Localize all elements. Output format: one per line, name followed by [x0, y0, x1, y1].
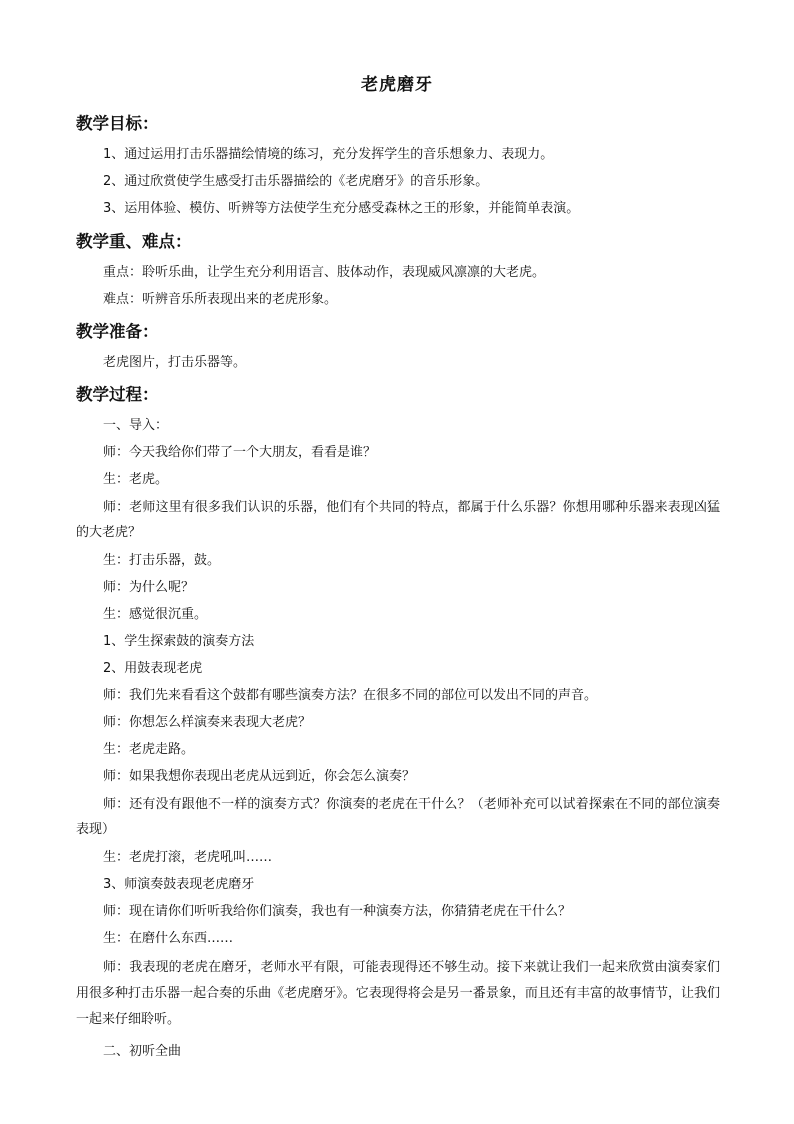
process-line: 一、导入： [103, 418, 169, 433]
process-line: 2、用鼓表现老虎 [103, 661, 203, 676]
goal-item: 3、运用体验、模仿、听辨等方法使学生充分感受森林之王的形象，并能简单表演。 [103, 201, 580, 216]
heading-goals: 教学目标： [76, 114, 159, 133]
process-line: 3、师演奏鼓表现老虎磨牙 [103, 877, 255, 892]
process-line: 师：今天我给你们带了一个大朋友，看看是谁？ [103, 445, 377, 460]
process-line: 生：老虎走路。 [103, 742, 195, 757]
process-line: 1、学生探索鼓的演奏方法 [103, 634, 255, 649]
process-line: 二、初听全曲 [103, 1044, 182, 1059]
process-paragraph: 师：还有没有跟他不一样的演奏方式？你演奏的老虎在干什么？（老师补充可以试着探索在不同的部位演奏表现） [76, 797, 720, 837]
goal-item: 1、通过运用打击乐器描绘情境的练习，充分发挥学生的音乐想象力、表现力。 [103, 147, 554, 162]
process-line: 师：现在请你们听听我给你们演奏，我也有一种演奏方法，你猜猜老虎在干什么？ [103, 904, 572, 919]
document-title: 老虎磨牙 [361, 75, 433, 95]
heading-key-points: 教学重、难点： [76, 232, 192, 251]
process-line: 生：老虎。 [103, 472, 169, 487]
key-point-item: 难点：听辨音乐所表现出来的老虎形象。 [103, 292, 338, 307]
process-line: 生：老虎打滚，老虎吼叫…… [103, 850, 273, 865]
heading-process: 教学过程： [76, 385, 159, 404]
process-line: 师：为什么呢？ [103, 580, 195, 595]
process-line: 生：感觉很沉重。 [103, 607, 208, 622]
process-line: 师：我们先来看看这个鼓都有哪些演奏方法？在很多不同的部位可以发出不同的声音。 [103, 688, 598, 703]
process-paragraph: 师：老师这里有很多我们认识的乐器，他们有个共同的特点，都属于什么乐器？你想用哪种乐器来表现凶猛的大老虎？ [76, 500, 720, 540]
process-paragraph: 师：我表现的老虎在磨牙，老师水平有限，可能表现得还不够生动。接下来就让我们一起来欣赏由演奏家们用很多种打击乐器一起合奏的乐曲《老虎磨牙》。它表现得将会是另一番景象，而且还有丰富的故事情节，让我们一起来仔细聆听。 [76, 960, 720, 1027]
process-line: 师：你想怎么样演奏来表现大老虎？ [103, 715, 312, 730]
process-line: 生：在磨什么东西…… [103, 931, 234, 946]
key-point-item: 重点：聆听乐曲，让学生充分利用语言、肢体动作，表现威风凛凛的大老虎。 [103, 265, 546, 280]
process-line: 生：打击乐器，鼓。 [103, 553, 221, 568]
process-line: 师：如果我想你表现出老虎从远到近，你会怎么演奏？ [103, 769, 416, 784]
preparation-item: 老虎图片，打击乐器等。 [103, 355, 247, 370]
heading-preparation: 教学准备： [76, 322, 159, 341]
goal-item: 2、通过欣赏使学生感受打击乐器描绘的《老虎磨牙》的音乐形象。 [103, 174, 489, 189]
